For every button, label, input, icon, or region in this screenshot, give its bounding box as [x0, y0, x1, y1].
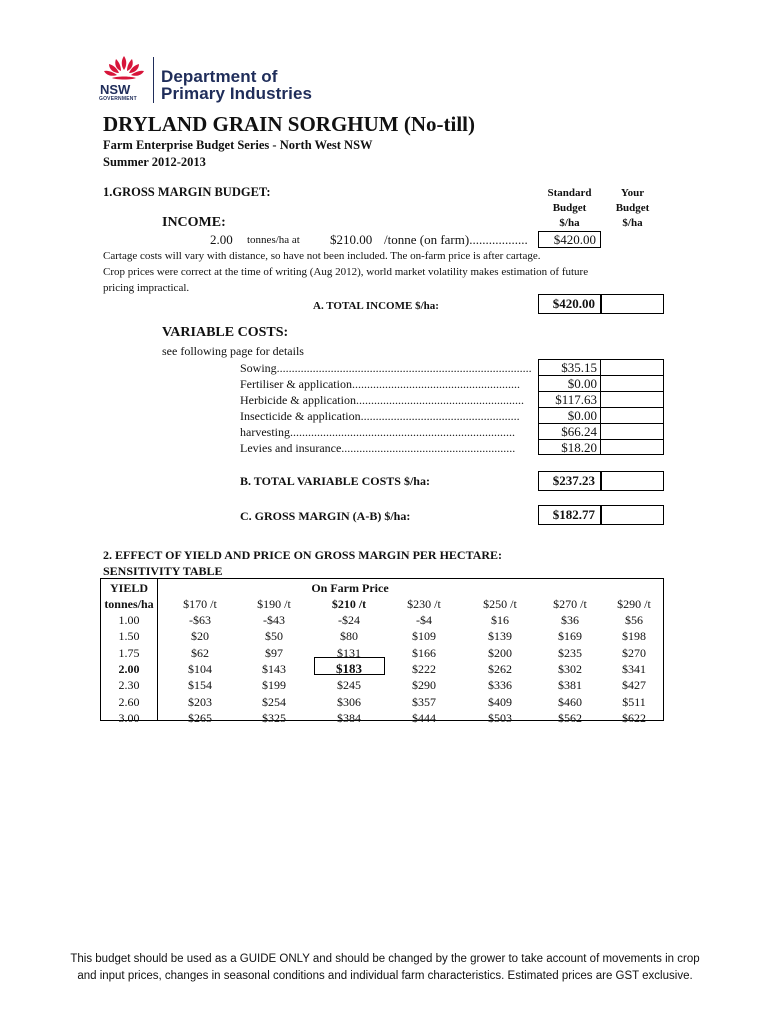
cost-row: [538, 423, 664, 439]
income-value: $420.00: [553, 232, 596, 247]
your-total-income-cell: [601, 294, 664, 314]
sensitivity-cell: $109: [412, 629, 436, 643]
sensitivity-cell: $511: [622, 695, 646, 709]
dept-name-line1: Department of: [161, 67, 278, 86]
sensitivity-cell: $203: [188, 695, 212, 709]
cost-label-herbicide: Herbicide & application........................................................: [240, 393, 524, 407]
cost-row: [538, 359, 664, 375]
current-scenario-highlight: [314, 657, 385, 675]
sensitivity-cell: $336: [488, 678, 512, 692]
pricing-note: pricing impractical.: [103, 282, 190, 294]
sensitivity-cell: $235: [558, 646, 582, 660]
your-cost-cell: [601, 439, 664, 455]
sensitivity-cell: $341: [622, 662, 646, 676]
cost-row: [538, 375, 664, 391]
yield-row-label: 3.00: [118, 711, 140, 725]
sensitivity-cell: $200: [488, 646, 512, 660]
sensitivity-cell: $444: [412, 711, 436, 725]
cost-value-harvesting: $66.24: [538, 423, 601, 439]
yield-unit: tonnes/ha at: [247, 234, 300, 246]
sensitivity-cell: -$43: [263, 613, 285, 627]
your-gross-margin-cell: [601, 505, 664, 525]
sensitivity-cell: $199: [262, 678, 286, 692]
cost-value-insecticide: $0.00: [538, 407, 601, 423]
waratah-icon: [98, 54, 150, 84]
cost-label-harvesting: harvesting...........................................................................: [240, 425, 515, 439]
sensitivity-cell: $183: [336, 661, 362, 676]
sensitivity-cell: $381: [558, 678, 582, 692]
sensitivity-cell: $169: [558, 629, 582, 643]
your-cost-cell: [601, 423, 664, 439]
standard-budget-header: Standard Budget $/ha: [547, 187, 592, 229]
season-subtitle: Summer 2012-2013: [103, 155, 206, 169]
price-column-header: $250 /t: [483, 597, 517, 611]
sensitivity-cell: $97: [265, 646, 283, 660]
cost-row: [538, 407, 664, 423]
cost-label-sowing: Sowing.....................................................................................: [240, 361, 532, 375]
sensitivity-cell: $254: [262, 695, 286, 709]
sensitivity-subheading: SENSITIVITY TABLE: [103, 564, 223, 578]
gross-margin-heading: 1.GROSS MARGIN BUDGET:: [103, 185, 271, 199]
cost-label-fertiliser: Fertiliser & application........................................................: [240, 377, 520, 391]
sensitivity-cell: $503: [488, 711, 512, 725]
variable-costs-heading: VARIABLE COSTS:: [162, 325, 289, 340]
sensitivity-cell: $36: [561, 613, 579, 627]
cost-row: [538, 391, 664, 407]
sensitivity-cell: $306: [337, 695, 361, 709]
cartage-note: Cartage costs will vary with distance, so have not been included. The on-farm price is after cartage.: [103, 250, 541, 262]
series-subtitle: Farm Enterprise Budget Series - North West NSW: [103, 138, 373, 152]
sensitivity-cell: $384: [337, 711, 361, 725]
cost-value-levies: $18.20: [538, 439, 601, 455]
sensitivity-cell: $80: [340, 629, 358, 643]
gross-margin-cell: [538, 505, 601, 525]
sensitivity-cell: $222: [412, 662, 436, 676]
price-column-header: $190 /t: [257, 597, 291, 611]
footer-line1: This budget should be used as a GUIDE ONLY and should be changed by the grower to take account of movements in crop: [70, 953, 700, 965]
yield-row-label: 2.30: [118, 678, 140, 692]
yield-row-label: 1.00: [118, 613, 140, 627]
price-column-header: $230 /t: [407, 597, 441, 611]
sensitivity-cell: $143: [262, 662, 286, 676]
yield-row-label: 1.75: [118, 646, 140, 660]
sensitivity-cell: $50: [265, 629, 283, 643]
cost-label-levies: Levies and insurance..........................................................: [240, 441, 516, 455]
total-income-label: A. TOTAL INCOME $/ha:: [313, 300, 439, 312]
sensitivity-cell: $325: [262, 711, 286, 725]
price-header: On Farm Price: [311, 581, 389, 595]
sensitivity-cell: $427: [622, 678, 646, 692]
yield-value: 2.00: [210, 232, 233, 247]
footer-disclaimer: [0, 951, 770, 985]
yield-header-unit: tonnes/ha: [104, 597, 154, 611]
sensitivity-cell: $245: [337, 678, 361, 692]
price-unit: /tonne (on farm)..................: [384, 232, 528, 247]
sensitivity-cell: $56: [625, 613, 643, 627]
dept-name-line2: Primary Industries: [161, 84, 313, 103]
cost-value-sowing: $35.15: [538, 359, 601, 375]
nsw-wordmark: NSW: [100, 82, 131, 97]
yield-row-label: 1.50: [118, 629, 140, 643]
total-variable-cell: [538, 471, 601, 491]
sensitivity-cell: $622: [622, 711, 646, 725]
sensitivity-cell: $198: [622, 629, 646, 643]
cost-value-fertiliser: $0.00: [538, 375, 601, 391]
price-value: $210.00: [330, 232, 373, 247]
your-total-variable-cell: [601, 471, 664, 491]
sensitivity-cell: $154: [188, 678, 212, 692]
footer-line2: and input prices, changes in seasonal conditions and individual farm characteristics. Estimated prices are GST exclusive.: [77, 970, 693, 982]
your-budget-header: Your Budget $/ha: [615, 187, 650, 229]
sensitivity-cell: $62: [191, 646, 209, 660]
variable-costs-note: see following page for details: [162, 344, 304, 358]
your-cost-cell: [601, 391, 664, 407]
total-variable-value: $237.23: [552, 473, 595, 488]
sensitivity-cell: $302: [558, 662, 582, 676]
yield-row-label: 2.00: [118, 662, 140, 676]
nsw-dpi-logo: [96, 54, 336, 110]
cost-value-herbicide: $117.63: [538, 391, 601, 407]
price-column-header: $210 /t: [331, 597, 367, 611]
sensitivity-cell: $20: [191, 629, 209, 643]
total-income-value: $420.00: [552, 296, 595, 311]
total-income-cell: [538, 294, 601, 314]
yield-row-label: 2.60: [118, 695, 140, 709]
sensitivity-cell: $460: [558, 695, 582, 709]
sensitivity-cell: $562: [558, 711, 582, 725]
sensitivity-cell: $409: [488, 695, 512, 709]
income-value-cell: [538, 231, 601, 248]
sensitivity-cell: $357: [412, 695, 436, 709]
page-title: DRYLAND GRAIN SORGHUM (No-till): [103, 112, 475, 136]
crop-price-note: Crop prices were correct at the time of writing (Aug 2012), world market volatility makes estimation of future: [103, 266, 589, 278]
gross-margin-label: C. GROSS MARGIN (A-B) $/ha:: [240, 509, 411, 523]
sensitivity-cell: -$4: [416, 613, 432, 627]
sensitivity-cell: $16: [491, 613, 509, 627]
sensitivity-cell: $166: [412, 646, 436, 660]
sensitivity-cell: $262: [488, 662, 512, 676]
your-cost-cell: [601, 359, 664, 375]
price-column-header: $290 /t: [617, 597, 651, 611]
price-column-header: $170 /t: [183, 597, 217, 611]
sensitivity-cell: $265: [188, 711, 212, 725]
income-heading: INCOME:: [162, 215, 226, 230]
logo-divider: [153, 57, 154, 103]
sensitivity-cell: -$24: [338, 613, 360, 627]
sensitivity-cell: $131: [337, 646, 361, 660]
cost-label-insecticide: Insecticide & application.....................................................: [240, 409, 520, 423]
sensitivity-cell: -$63: [189, 613, 211, 627]
sensitivity-cell: $270: [622, 646, 646, 660]
sensitivity-cell: $290: [412, 678, 436, 692]
total-variable-label: B. TOTAL VARIABLE COSTS $/ha:: [240, 474, 430, 488]
sensitivity-cell: $104: [188, 662, 212, 676]
your-cost-cell: [601, 375, 664, 391]
sensitivity-cell: $139: [488, 629, 512, 643]
your-cost-cell: [601, 407, 664, 423]
government-wordmark: GOVERNMENT: [99, 96, 137, 102]
sensitivity-heading: 2. EFFECT OF YIELD AND PRICE ON GROSS MARGIN PER HECTARE:: [103, 548, 503, 562]
price-column-header: $270 /t: [553, 597, 587, 611]
yield-header: YIELD: [109, 581, 148, 595]
variable-costs-grid: [538, 359, 664, 455]
gross-margin-value: $182.77: [552, 507, 595, 522]
cost-row: [538, 439, 664, 455]
